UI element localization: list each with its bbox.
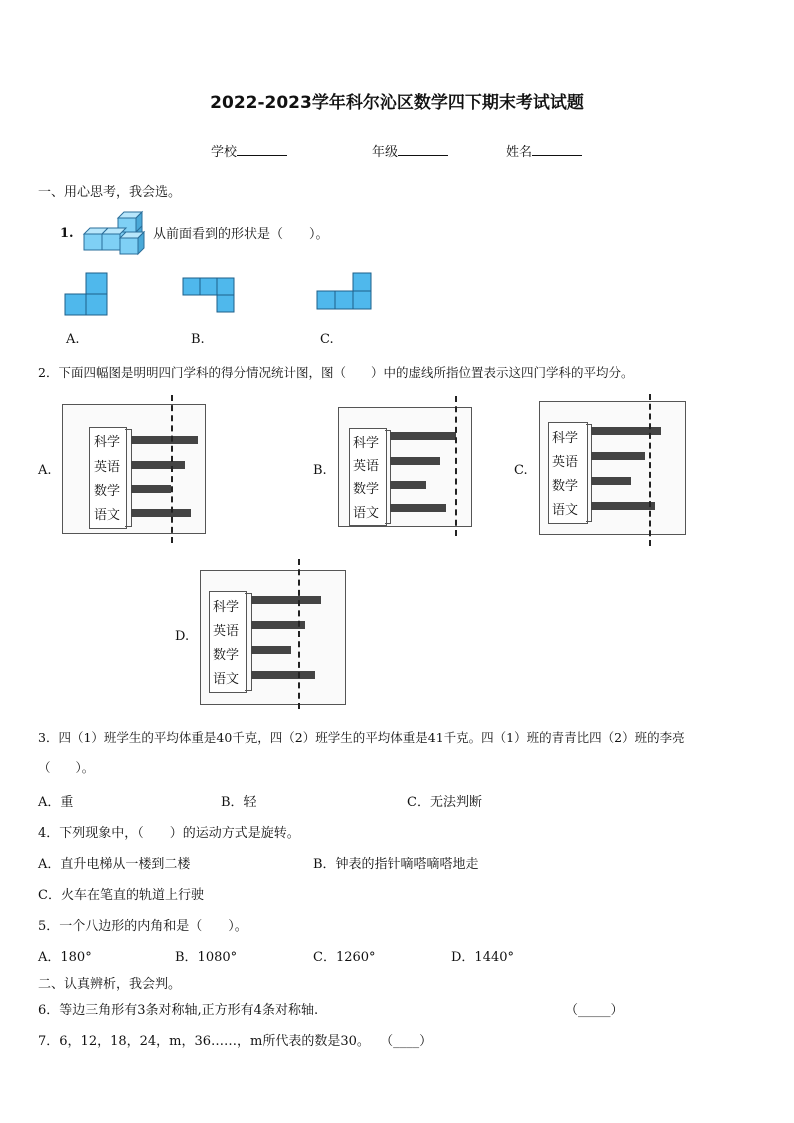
section-heading-2: 二、认真辨析，我会判。	[38, 977, 182, 992]
school-label: 学校	[211, 145, 238, 160]
subject-label: 科学	[94, 435, 121, 450]
q2-option-d-label[interactable]: D.	[175, 629, 190, 644]
q3-question-line2: （ ）。	[38, 760, 95, 775]
q6-statement: 6．等边三角形有3条对称轴,正方形有4条对称轴.	[38, 1003, 319, 1018]
subject-label: 数学	[353, 482, 380, 497]
name-field	[506, 141, 582, 160]
q4-question: 4．下列现象中，（ ）的运动方式是旋转。	[38, 826, 300, 841]
q1-option-c-shape	[316, 272, 376, 314]
score-bar	[251, 646, 291, 654]
q2-chart-b	[338, 407, 472, 527]
subject-label: 语文	[213, 672, 240, 687]
average-dashed-line	[171, 395, 173, 543]
q5-option-c[interactable]: C．1260°	[313, 950, 376, 965]
subject-label: 语文	[552, 503, 579, 518]
q1-option-a-label[interactable]: A.	[66, 332, 80, 347]
subject-label: 语文	[353, 506, 380, 521]
page-title: 2022-2023学年科尔沁区数学四下期末考试试题	[210, 93, 584, 113]
q7-answer-blank[interactable]: （____）	[380, 1034, 433, 1049]
score-bar	[591, 502, 655, 510]
average-dashed-line	[298, 559, 300, 709]
q2-option-a-label[interactable]: A.	[38, 463, 52, 478]
score-bar	[591, 477, 631, 485]
school-field	[211, 141, 287, 160]
q4-option-c[interactable]: C．火车在笔直的轨道上行驶	[38, 888, 204, 903]
q2-chart-d	[200, 570, 346, 705]
score-bar	[591, 452, 645, 460]
grade-field	[372, 141, 448, 160]
score-bar	[390, 457, 440, 465]
score-bar	[251, 596, 321, 604]
subject-label: 科学	[353, 436, 380, 451]
subject-label: 语文	[94, 508, 121, 523]
subject-label: 数学	[213, 648, 240, 663]
grade-blank[interactable]	[398, 143, 448, 156]
q3-option-c[interactable]: C．无法判断	[407, 795, 482, 810]
school-blank[interactable]	[237, 143, 287, 156]
average-dashed-line	[649, 394, 651, 546]
score-bar	[131, 461, 185, 469]
score-bar	[131, 485, 171, 493]
q4-option-a[interactable]: A．直升电梯从一楼到二楼	[38, 857, 191, 872]
subject-label: 英语	[353, 459, 380, 474]
q5-option-d[interactable]: D．1440°	[451, 950, 515, 965]
q3-question-line1: 3．四（1）班学生的平均体重是40千克，四（2）班学生的平均体重是41千克。四（1）班的青青比四（2）班的李亮	[38, 730, 685, 745]
q2-question: 2．下面四幅图是明明四门学科的得分情况统计图，图（ ）中的虚线所指位置表示这四门学科的平均分。	[38, 365, 634, 380]
subject-label: 科学	[552, 431, 579, 446]
q3-option-a[interactable]: A．重	[38, 795, 74, 810]
subject-label: 数学	[94, 484, 121, 499]
score-bar	[131, 509, 191, 517]
grade-label: 年级	[372, 145, 399, 160]
section-heading-1: 一、用心思考，我会选。	[38, 185, 182, 200]
subject-label: 数学	[552, 479, 579, 494]
q4-option-b[interactable]: B．钟表的指针嘀嗒嘀嗒地走	[313, 857, 479, 872]
average-dashed-line	[455, 396, 457, 536]
subject-label: 英语	[213, 624, 240, 639]
score-bar	[390, 432, 456, 440]
score-bar	[131, 436, 198, 444]
q7-text: 7．6，12，18，24，m，36……，m所代表的数是30。	[38, 1034, 370, 1049]
subject-label: 科学	[213, 600, 240, 615]
q1-option-a-shape	[64, 272, 110, 318]
q2-chart-a	[62, 404, 206, 534]
q2-option-c-label[interactable]: C.	[514, 463, 528, 478]
q2-chart-c	[539, 401, 686, 535]
q1-number: 1.	[60, 226, 74, 241]
score-bar	[251, 621, 305, 629]
subject-label: 英语	[552, 455, 579, 470]
q5-option-b[interactable]: B．1080°	[175, 950, 238, 965]
q7-statement	[38, 1030, 432, 1049]
q1-option-c-label[interactable]: C.	[320, 332, 334, 347]
q2-option-b-label[interactable]: B.	[313, 463, 327, 478]
score-bar	[390, 481, 426, 489]
score-bar	[390, 504, 446, 512]
q1-cube-figure	[80, 206, 150, 258]
name-label: 姓名	[506, 145, 533, 160]
q5-question: 5．一个八边形的内角和是（ ）。	[38, 919, 248, 934]
q5-option-a[interactable]: A．180°	[38, 950, 92, 965]
q3-option-b[interactable]: B．轻	[221, 795, 257, 810]
q1-option-b-label[interactable]: B.	[191, 332, 205, 347]
q6-answer-blank[interactable]: （_____）	[565, 1003, 624, 1018]
name-blank[interactable]	[532, 143, 582, 156]
q1-question: 从前面看到的形状是（ ）。	[153, 227, 329, 242]
subject-label: 英语	[94, 460, 121, 475]
q1-option-b-shape	[182, 277, 238, 315]
score-bar	[251, 671, 315, 679]
